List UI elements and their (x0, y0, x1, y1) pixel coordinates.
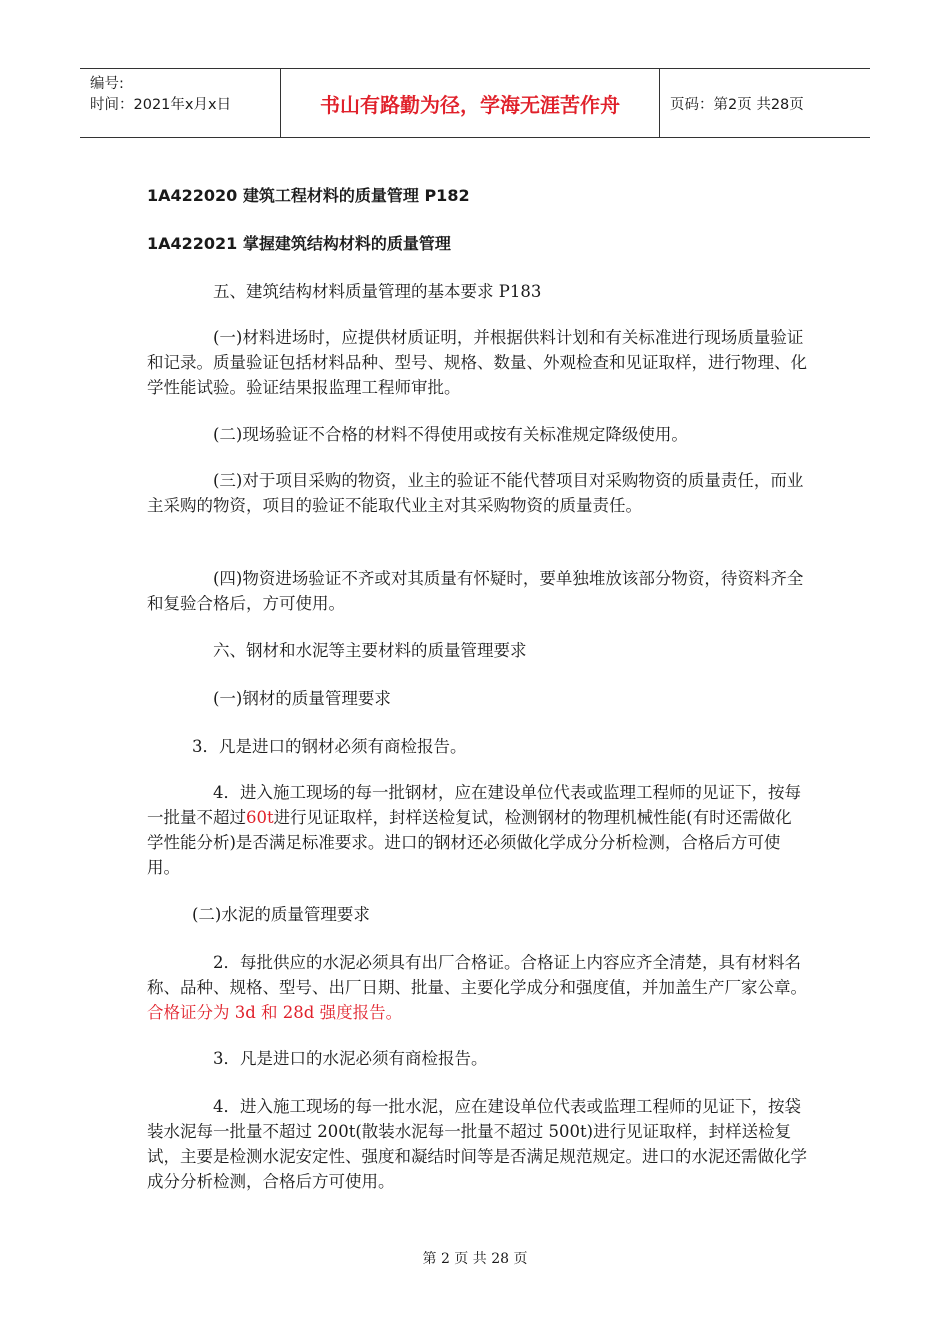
paragraph-3: (二)现场验证不合格的材料不得使用或按有关标准规定降级使用。 (213, 425, 688, 444)
page-footer: 第 2 页 共 28 页 (422, 1251, 528, 1267)
paragraph-2: (一)材料进场时，应提供材质证明，并根据供料计划和有关标准进行现场质量验证和记录。质量验证包括材料品种、型号、规格、数量、外观检查和见证取样，进行物理、化学性能试验。验证结果报监理工程师审批。 (147, 328, 807, 397)
paragraph-7: (一)钢材的质量管理要求 (213, 689, 391, 708)
heading-section: 1A422020 建筑工程材料的质量管理 P182 (147, 186, 470, 205)
header-meta (80, 69, 280, 137)
paragraph-1: 五、建筑结构材料质量管理的基本要求 P183 (213, 282, 542, 301)
paragraph-11 (147, 950, 807, 1025)
paragraph-11-text: 2．每批供应的水泥必须具有出厂合格证。合格证上内容应齐全清楚，具有材料名称、品种、规格、型号、出厂日期、批量、主要化学成分和强度值，并加盖生产厂家公章。 (147, 953, 807, 997)
header-page-info: 页码：第2页 共28页 (670, 96, 804, 113)
paragraph-12: 3．凡是进口的水泥必须有商检报告。 (213, 1049, 488, 1068)
paragraph-9-highlight: 60t (246, 808, 274, 827)
number-label: 编号: (90, 76, 124, 92)
heading-subsection: 1A422021 掌握建筑结构材料的质量管理 (147, 234, 451, 253)
paragraph-4: (三)对于项目采购的物资，业主的验证不能代替项目对采购物资的质量责任，而业主采购的物资，项目的验证不能取代业主对其采购物资的质量责任。 (147, 471, 804, 515)
paragraph-8: 3．凡是进口的钢材必须有商检报告。 (192, 737, 467, 756)
paragraph-11-highlight: 合格证分为 3d 和 28d 强度报告。 (147, 1003, 403, 1022)
paragraph-9-text-a: 4．进入施工现场的每一批钢材，应在建设单位代表或监理工程师的见证下，按每一批量不超过 (147, 783, 801, 827)
paragraph-6: 六、钢材和水泥等主要材料的质量管理要求 (213, 641, 527, 660)
paragraph-10: (二)水泥的质量管理要求 (192, 905, 370, 924)
page-header (80, 68, 870, 138)
time-label: 时间：2021年x月x日 (90, 97, 232, 113)
paragraph-9-text-c: 进行见证取样，封样送检复试，检测钢材的物理机械性能(有时还需做化学性能分析)是否满足标准要求。进口的钢材还必须做化学成分分析检测，合格后方可使用。 (147, 808, 792, 877)
paragraph-9 (147, 780, 807, 880)
header-motto: 书山有路勤为径，学海无涯苦作舟 (280, 69, 660, 137)
paragraph-13: 4．进入施工现场的每一批水泥，应在建设单位代表或监理工程师的见证下，按袋装水泥每一批量不超过 200t(散装水泥每一批量不超过 500t)进行见证取样，封样送检复试，主要是检测水泥安定性、强度和凝结时间等是否满足规范规定。进口的水泥还需做化学成分分析检测，合格后方可使用。 (147, 1097, 807, 1191)
paragraph-5: (四)物资进场验证不齐或对其质量有怀疑时，要单独堆放该部分物资，待资料齐全和复验合格后，方可使用。 (147, 569, 804, 613)
